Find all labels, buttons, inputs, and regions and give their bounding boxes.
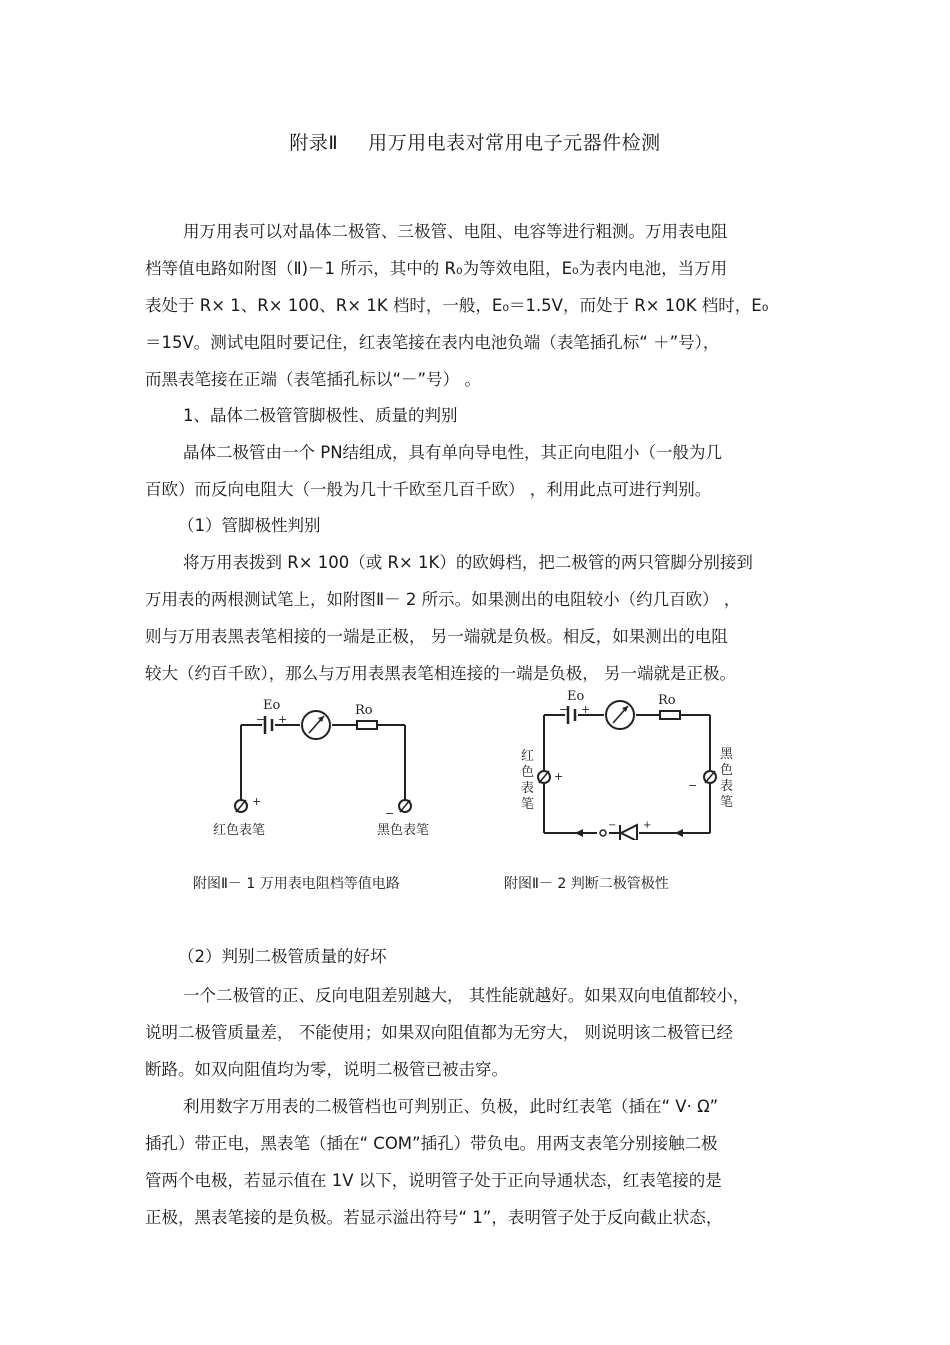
resistor-label: Ro: [355, 703, 373, 718]
black-probe-char: 色: [720, 763, 734, 778]
resistor-icon: [660, 711, 680, 719]
digital-line-2: 插孔）带正电，黑表笔（插在“ COM”插孔）带负电。用两支表笔分别接触二极: [145, 1134, 718, 1153]
battery-plus: +: [581, 703, 591, 716]
black-probe-char: 表: [720, 779, 734, 794]
black-probe-char: 黑: [720, 747, 734, 762]
digital-line-3: 管两个电极，若显示值在 1V 以下，说明管子处于正向导通状态，红表笔接的是: [145, 1171, 722, 1190]
figure-2-circuit: [515, 688, 735, 840]
intro-line-1: 用万用表可以对晶体二极管、三极管、电阻、电容等进行粗测。万用表电阻: [183, 222, 728, 241]
sub1-line-1: 将万用表拨到 R× 100（或 R× 1K）的欧姆档，把二极管的两只管脚分别接到: [183, 553, 753, 572]
section1-line-2: 百欧）而反向电阻大（一般为几十千欧至几百千欧） ，利用此点可进行判别。: [145, 480, 712, 499]
red-probe-plus: +: [554, 770, 564, 783]
red-probe-char: 笔: [521, 797, 535, 812]
sub2-heading: （2）判别二极管质量的好坏: [178, 947, 387, 966]
diode-minus: −: [608, 820, 617, 831]
intro-line-2: 档等值电路如附图（Ⅱ)－1 所示，其中的 R₀为等效电阻，E₀为表内电池，当万用: [145, 259, 728, 278]
black-probe-minus: −: [385, 807, 395, 820]
black-probe-label: 黑色表笔: [377, 823, 430, 838]
figure-2-caption: 附图Ⅱ－ 2 判断二极管极性: [504, 876, 669, 892]
intro-line-3: 表处于 R× 1、R× 100、R× 1K 档时，一般，E₀＝1.5V，而处于 R× 10K 档时，E₀: [145, 296, 769, 315]
red-probe-char: 红: [521, 749, 535, 764]
arrow-left-icon: [575, 829, 583, 837]
battery-plus: +: [278, 713, 288, 726]
sub2-line-3: 断路。如双向阻值均为零，说明二极管已被击穿。: [145, 1060, 508, 1079]
sub1-line-4: 较大（约百千欧），那么与万用表黑表笔相连接的一端是负极， 另一端就是正极。: [145, 664, 736, 683]
resistor-icon: [357, 721, 377, 729]
appendix-label: 附录Ⅱ: [289, 132, 339, 154]
resistor-label: Ro: [658, 693, 676, 708]
sub1-line-3: 则与万用表黑表笔相接的一端是正极， 另一端就是负极。相反，如果测出的电阻: [145, 627, 728, 646]
red-probe-label: 红色表笔: [213, 823, 266, 838]
sub1-line-2: 万用表的两根测试笔上，如附图Ⅱ－ 2 所示。如果测出的电阻较小（约几百欧） ，: [145, 590, 741, 609]
red-probe-char: 表: [521, 781, 535, 796]
page-title: [0, 128, 950, 155]
battery-minus: −: [256, 713, 266, 726]
black-probe-minus: −: [688, 779, 698, 792]
figure-1-circuit: [205, 692, 455, 844]
diode-plus: +: [643, 820, 652, 831]
arrow-left-icon: [675, 829, 683, 837]
title-text: 用万用电表对常用电子元器件检测: [368, 132, 661, 154]
section1-line-1: 晶体二极管由一个 PN结组成，具有单向导电性，其正向电阻小（一般为几: [183, 443, 723, 462]
figure-1-caption: 附图Ⅱ－ 1 万用表电阻档等值电路: [193, 876, 400, 892]
sub2-line-1: 一个二极管的正、反向电阻差别越大， 其性能就越好。如果双向电值都较小，: [183, 986, 750, 1005]
red-probe-char: 色: [521, 765, 535, 780]
sub2-line-2: 说明二极管质量差， 不能使用；如果双向阻值都为无穷大， 则说明该二极管已经: [145, 1023, 733, 1042]
intro-line-4: ＝15V。测试电阻时要记住，红表笔接在表内电池负端（表笔插孔标“ ＋”号），: [145, 333, 720, 352]
diode-icon: [620, 825, 637, 840]
section1-heading: 1、晶体二极管管脚极性、质量的判别: [183, 406, 458, 425]
intro-line-5: 而黑表笔接在正端（表笔插孔标以“－”号） 。: [145, 370, 481, 389]
black-probe-char: 笔: [720, 795, 734, 810]
red-probe-plus: +: [252, 795, 262, 808]
digital-line-4: 正极，黑表笔接的是负极。若显示溢出符号“ 1”，表明管子处于反向截止状态，: [145, 1208, 723, 1227]
battery-minus: −: [559, 703, 569, 716]
digital-line-1: 利用数字万用表的二极管档也可判别正、负极，此时红表笔（插在“ V· Ω”: [183, 1097, 719, 1116]
battery-label: Eo: [567, 689, 585, 704]
battery-label: Eo: [263, 698, 281, 713]
sub1-heading: （1）管脚极性判别: [178, 516, 321, 535]
